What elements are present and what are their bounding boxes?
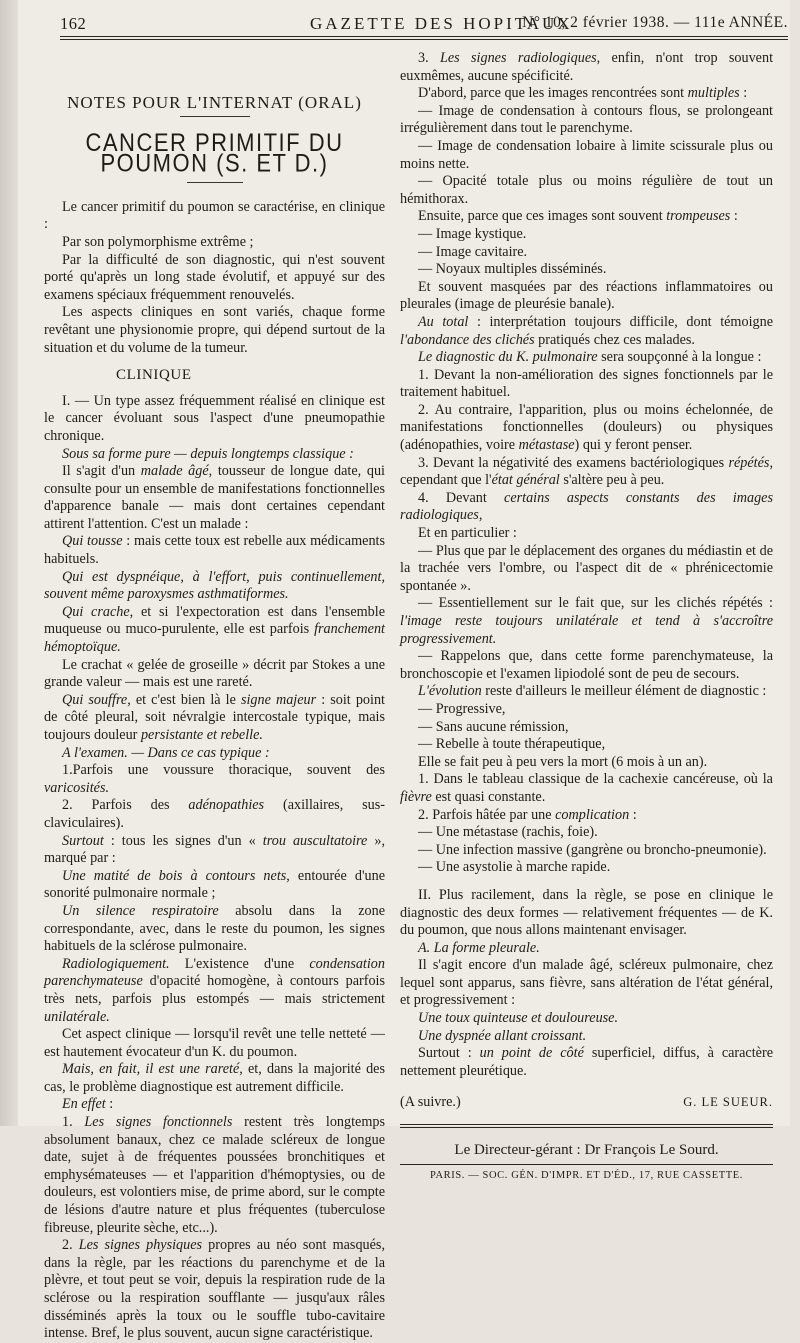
right-r21: L'évolution reste d'ailleurs le meilleur élément de diagnostic : — [418, 683, 767, 700]
right-r19: — Essentiellement sur le fait que, sur les clichés répétés : l'image reste toujours unilatérale et tend à s'accroître progressivement. — [400, 595, 773, 647]
left-p10: Surtout : tous les signes d'un « trou auscultatoire », marqué par : — [44, 832, 385, 867]
left-p1: I. — Un type assez fréquemment réalisé en clinique est le cancer évoluant sous l'aspect d'une pneumopathie chronique. — [44, 392, 385, 444]
right-r30: — Une asystolie à marche rapide. — [418, 859, 611, 876]
right-r2: D'abord, parce que les images rencontrées sont multiples : — [418, 85, 748, 102]
right-r13: 1. Devant la non-amélioration des signes fonctionnels par le traitement habituel. — [400, 366, 773, 401]
left-p3: Il s'agit d'un malade âgé, tousseur de longue date, qui consulte pour un ensemble de manifestations fonctionnelles d'apparence banale — mais dont certaines cependant attirent l'attention. C'est un malade : — [44, 463, 385, 532]
right-r4: — Image de condensation lobaire à limite scissurale plus ou moins nette. — [400, 137, 773, 172]
managing-director: Le Directeur-gérant : Dr François Le Sourd. — [454, 1142, 719, 1159]
left-p15: Mais, en fait, il est une rareté, et, dans la majorité des cas, le problème diagnostique est autrement difficile. — [44, 1061, 385, 1095]
right-r31: II. Plus racilement, dans la règle, se pose en clinique le diagnostic des deux formes — relativement fréquentes — de K. du poumon, que nous allons maintenant envisager. — [400, 886, 773, 939]
right-r28: — Une métastase (rachis, foie). — [418, 824, 598, 841]
right-r16: 4. Devant certains aspects constants des images radiologiques, — [400, 489, 773, 524]
right-r1: 3. Les signes radiologiques, enfin, n'ont trop souvent euxmêmes, aucune spécificité. — [400, 50, 774, 84]
left-p7: Le crachat « gelée de groseille » décrit par Stokes a une grande valeur — mais est une rareté. — [44, 656, 385, 691]
right-r24: — Rebelle à toute thérapeutique, — [418, 736, 606, 753]
left-p2: Sous sa forme pure — depuis longtemps classique : — [62, 445, 354, 462]
right-r12: Le diagnostic du K. pulmonaire sera soupçonné à la longue : — [418, 349, 762, 366]
left-p14: Cet aspect clinique — lorsqu'il revêt une telle netteté — est hautement évocateur d'un K. du poumon. — [44, 1026, 385, 1060]
left-l2: 2. Parfois des adénopathies (axillaires, sus-claviculaires). — [44, 797, 385, 831]
issue-info: N° 10, 2 février 1938. — 111e ANNÉE. — [522, 14, 788, 31]
right-r9: — Noyaux multiples disséminés. — [418, 261, 607, 278]
left-l1: 1.Parfois une voussure thoracique, souvent des varicosités. — [44, 762, 385, 796]
right-r8: — Image cavitaire. — [418, 243, 528, 260]
left-p18: 2. Les signes physiques propres au néo sont masqués, dans la règle, par les réactions du parenchyme et de la plèvre, et tout peut se voir, depuis la respiration rude de la sclérose ou la respiration soufflante — jusqu'aux râles disséminés après la toux ou le souffle tubo-cavitaire intense. Bref, le plus souvent, aucun signe caractéristique. — [44, 1237, 386, 1342]
left-p12: Un silence respiratoire absolu dans la zone correspondante, avec, dans le reste du poumon, les signes habituels de la sclérose pulmonaire. — [44, 902, 385, 955]
left-p6: Qui crache, et si l'expectoration est dans l'ensemble muqueuse ou muco-purulente, elle est parfois franchement hémoptoïque. — [44, 603, 385, 656]
author-signature: G. LE SUEUR. — [683, 1095, 773, 1110]
intro-2: Par son polymorphisme extrême ; — [62, 233, 254, 250]
right-r18: — Plus que par le déplacement des organes du médiastin et de la trachée vers l'ombre, ou l'aspect dit de « phrénicectomie spontanée ». — [400, 542, 773, 594]
section-title: NOTES POUR L'INTERNAT (ORAL) — [67, 93, 362, 112]
right-r35: Une dyspnée allant croissant. — [418, 1027, 587, 1044]
page-edge — [0, 0, 18, 1126]
left-p16: En effet : — [62, 1096, 114, 1113]
journal-name: GAZETTE DES HOPITAUX — [310, 14, 573, 33]
title-rule — [187, 182, 243, 183]
intro-4: Les aspects cliniques en sont variés, chaque forme revêtant une physionomie propre, qui dépend surtout de la situation et du volume de la tumeur. — [44, 304, 385, 356]
header-rule — [60, 36, 788, 40]
left-p4: Qui tousse : mais cette toux est rebelle aux médicaments habituels. — [44, 533, 385, 568]
page-number: 162 — [60, 14, 87, 33]
left-p9: A l'examen. — Dans ce cas typique : — [62, 744, 270, 761]
right-r34: Une toux quinteuse et douloureuse. — [418, 1010, 619, 1027]
right-r26: 1. Dans le tableau classique de la cachexie cancéreuse, où la fièvre est quasi constante. — [400, 771, 773, 805]
right-r17: Et en particulier : — [418, 525, 517, 542]
right-r32: A. La forme pleurale. — [418, 939, 540, 956]
right-column — [400, 50, 773, 1184]
left-p13: Radiologiquement. L'existence d'une condensation parenchymateuse d'opacité homogène, à contours parfois très nets, parfois plus estompés — mais strictement unilatérale. — [44, 955, 385, 1025]
right-r14: 2. Au contraire, l'apparition, plus ou moins échelonnée, de manifestations fonctionnelles (douleurs) ou physiques (adénopathies, voire métastase) qui y feront penser. — [400, 401, 773, 454]
right-r11: Au total : interprétation toujours difficile, dont témoigne l'abondance des clichés pratiqués chez ces malades. — [400, 313, 773, 348]
right-r33: Il s'agit encore d'un malade âgé, scléreux pulmonaire, chez lequel sont apparus, sans fièvre, sans altération de l'état général, et progressivement : — [400, 957, 773, 1009]
right-r36: Surtout : un point de côté superficiel, diffus, à caractère nettement pleurétique. — [400, 1045, 773, 1079]
left-p11: Une matité de bois à contours nets, entourée d'une sonorité pulmonaire normale ; — [44, 867, 385, 902]
left-column — [44, 50, 385, 1343]
to-be-continued: (A suivre.) — [400, 1094, 461, 1111]
intro-3: Par la difficulté de son diagnostic, qui n'est souvent porté qu'après un long stade évolutif, et appuyé sur des examens spéciaux fréquemment renouvelés. — [44, 251, 385, 303]
right-r22: — Progressive, — [418, 700, 506, 717]
right-r7: — Image kystique. — [418, 225, 527, 242]
right-r23: — Sans aucune rémission, — [418, 718, 569, 735]
right-r10: Et souvent masquées par des réactions inflammatoires ou pleurales (image de pleurésie banale). — [400, 278, 773, 313]
right-r5: — Opacité totale plus ou moins régulière de tout un hémithorax. — [400, 173, 773, 207]
clinique-heading: CLINIQUE — [116, 367, 192, 384]
imprint-rule — [400, 1164, 773, 1165]
left-p8: Qui souffre, et c'est bien là le signe majeur : soit point de côté pleural, soit névralgie intercostale typique, mais toujours douleur persistante et rebelle. — [44, 691, 385, 743]
left-p5: Qui est dyspnéique, à l'effort, puis continuellement, souvent même paroxysmes asthmatiformes. — [44, 568, 385, 603]
right-r25: Elle se fait peu à peu vers la mort (6 mois à un an). — [418, 753, 708, 770]
article-title: CANCER PRIMITIF DU POUMON (S. ET D.) — [85, 127, 344, 177]
right-r15: 3. Devant la négativité des examens bactériologiques répétés, cependant que l'état général s'altère peu à peu. — [400, 454, 773, 489]
running-header — [60, 10, 788, 36]
left-p17: 1. Les signes fonctionnels restent très longtemps absolument banaux, chez ce malade scléreux de longue date, sujet à de fréquentes poussées bronchitiques et emphysémateuses — et l'apparition d'hémoptysies, ou de douleurs, est volontiers mise, de prime abord, sur le compte de lésions d'autre nature et plus fréquentes (tuberculose fibreuse, pleurite sèche, etc...). — [44, 1114, 385, 1236]
right-r3: — Image de condensation à contours flous, se prolongeant irrégulièrement dans tout le parenchyme. — [400, 102, 773, 137]
right-r29: — Une infection massive (gangrène ou broncho-pneumonie). — [418, 841, 767, 858]
right-r27: 2. Parfois hâtée par une complication : — [418, 806, 637, 823]
right-r6: Ensuite, parce que ces images sont souvent trompeuses : — [418, 208, 738, 225]
intro-1: Le cancer primitif du poumon se caractérise, en clinique : — [44, 198, 385, 233]
printer-imprint: PARIS. — SOC. GÉN. D'IMPR. ET D'ÉD., 17, RUE CASSETTE. — [429, 1169, 743, 1181]
right-r20: — Rappelons que, dans cette forme parenchymateuse, la bronchoscopie et l'examen lipiodolé sont de peu de secours. — [400, 648, 773, 682]
section-rule — [180, 116, 250, 117]
footer-rule — [400, 1124, 773, 1128]
signature-row — [400, 1094, 773, 1112]
